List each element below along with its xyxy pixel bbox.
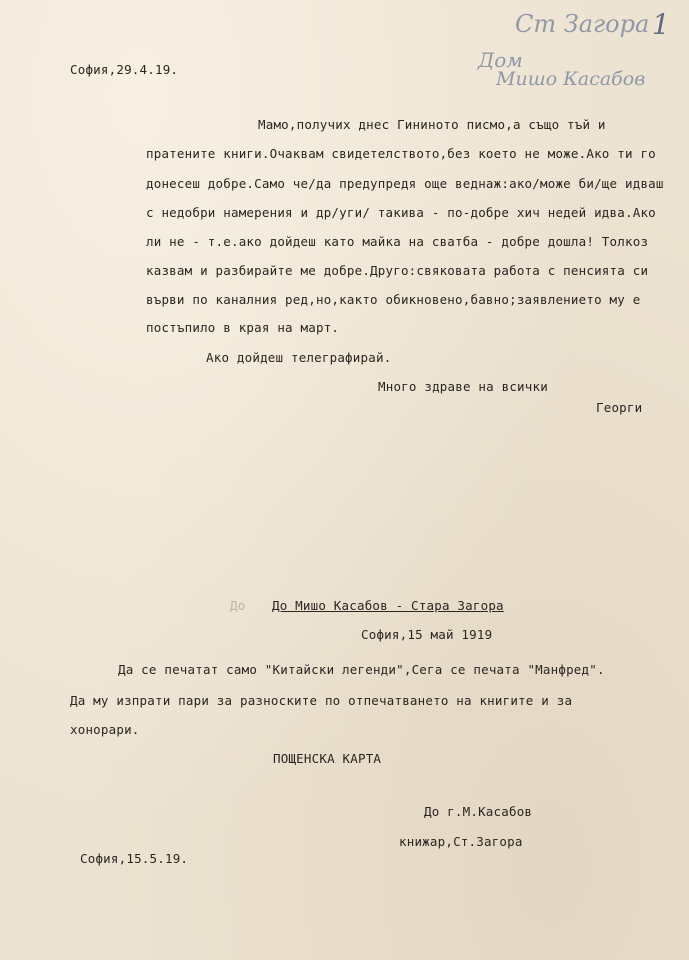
address-line-2: книжар,Ст.Загора <box>399 834 523 849</box>
letter1-signature: Георги <box>596 400 643 415</box>
letter2-body-line-3: хонорари. <box>70 722 140 737</box>
letter1-line-8: постъпило в края на март. <box>146 320 340 335</box>
letter2-crossed-prefix: До <box>230 598 246 613</box>
postcard-label: ПОЩЕНСКА КАРТА <box>273 751 382 766</box>
letter1-line-4: с недобри намерения и др/уги/ такива - по-добре хич недей идва.Ако <box>146 205 656 220</box>
archive-annotation-name: Мишо Касабов <box>496 68 646 90</box>
letter1-date: София,29.4.19. <box>70 62 179 77</box>
archive-annotation-city: Ст Загора <box>515 10 650 38</box>
archive-annotation-number: 1 <box>652 8 670 41</box>
letter1-line-6: казвам и разбирайте ме добре.Друго:свяковата работа с пенсията си <box>146 263 649 278</box>
letter2-date: София,15 май 1919 <box>361 627 493 642</box>
letter1-line-3: донесеш добре.Само че/да предупредя още веднаж:ако/може би/ще идваш <box>146 176 664 191</box>
letter2-heading: До Мишо Касабов - Стара Загора <box>272 598 504 613</box>
letter1-greeting: Много здраве на всички <box>378 379 548 394</box>
letter1-line-2: пратените книги.Очаквам свидетелството,без което не може.Ако ти го <box>146 146 656 161</box>
archive-annotation-dom: Дом <box>478 48 523 72</box>
letter2-bottom-date: София,15.5.19. <box>80 851 189 866</box>
letter1-line-7: върви по каналния ред,но,както обикновено,бавно;заявлението му е <box>146 292 641 307</box>
letter2-body-line-1: Да се печатат само "Китайски легенди",Сега се печата "Манфред". <box>118 662 605 677</box>
letter1-line-1: Мамо,получих днес Гининото писмо,а също тъй и <box>258 117 606 132</box>
letter2-body-line-2: Да му изпрати пари за разноските по отпечатването на книгите и за <box>70 693 573 708</box>
address-line-1: До г.М.Касабов <box>424 804 533 819</box>
letter1-line-5: ли не - т.е.ако дойдеш като майка на сватба - добре дошла! Толкоз <box>146 234 649 249</box>
letter1-telegraph: Ако дойдеш телеграфирай. <box>206 350 392 365</box>
